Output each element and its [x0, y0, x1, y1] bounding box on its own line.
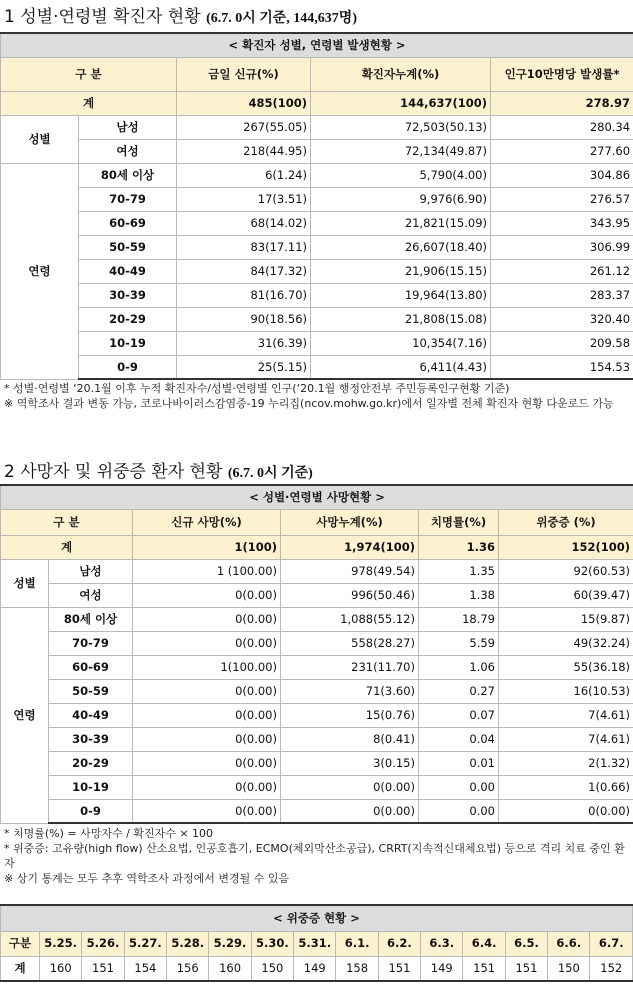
section2-notes: [4, 826, 629, 886]
note-fatality-definition: * 치명률(%) = 사망자수 / 확진자수 × 100: [4, 827, 214, 840]
cell-cumulative: 15(0.76): [281, 703, 419, 727]
cell-rate: 277.60: [491, 139, 633, 163]
cell-fatality: 0.04: [419, 727, 499, 751]
cell-new: 1(100): [133, 535, 281, 559]
cell-cumulative: 19,964(13.80): [311, 283, 491, 307]
row-label: 0-9: [49, 799, 133, 823]
table-row: [1, 355, 633, 379]
table-row: [1, 211, 633, 235]
cell-cumulative: 558(28.27): [281, 631, 419, 655]
table-row: [1, 331, 633, 355]
severe-trend-header-label: 구분: [1, 931, 40, 956]
cell-rate: 209.58: [491, 331, 633, 355]
table-row: [1, 259, 633, 283]
cell-severe: 152(100): [499, 535, 633, 559]
cell-rate: 306.99: [491, 235, 633, 259]
group-label-age: 연령: [1, 163, 79, 379]
row-label: 50-59: [49, 679, 133, 703]
row-label: 계: [1, 91, 177, 115]
cell-new: 0(0.00): [133, 727, 281, 751]
table-row: [1, 703, 633, 727]
cell-fatality: 1.06: [419, 655, 499, 679]
cell-cumulative: 10,354(7.16): [311, 331, 491, 355]
cell-fatality: 0.00: [419, 775, 499, 799]
cell-new: 0(0.00): [133, 751, 281, 775]
row-label: 30-39: [79, 283, 177, 307]
cell-fatality: 0.01: [419, 751, 499, 775]
cell-cumulative: 996(50.46): [281, 583, 419, 607]
cell-fatality: 0.07: [419, 703, 499, 727]
section1-notes: [4, 381, 629, 411]
table-row: [1, 307, 633, 331]
deaths-table-banner: < 성별·연령별 사망현황 >: [1, 485, 633, 509]
cell-new: 68(14.02): [177, 211, 311, 235]
cell-fatality: 1.38: [419, 583, 499, 607]
cell-cumulative: 1,974(100): [281, 535, 419, 559]
cell-new: 1 (100.00): [133, 559, 281, 583]
value-cell: 150: [548, 956, 590, 981]
cell-new: 83(17.11): [177, 235, 311, 259]
row-label: 남성: [49, 559, 133, 583]
cell-rate: 154.53: [491, 355, 633, 379]
date-cell: 5.28.: [167, 931, 209, 956]
cell-cumulative: 0(0.00): [281, 799, 419, 823]
section2-title: [4, 457, 313, 482]
severe-trend-banner: < 위중증 현황 >: [1, 905, 633, 931]
confirmed-header-category: 구 분: [1, 57, 177, 91]
table-row: [1, 235, 633, 259]
row-label: 80세 이상: [49, 607, 133, 631]
cell-cumulative: 5,790(4.00): [311, 163, 491, 187]
date-cell: 5.29.: [209, 931, 251, 956]
value-cell: 151: [505, 956, 547, 981]
table-row: [1, 163, 633, 187]
cell-rate: 304.86: [491, 163, 633, 187]
deaths-total-row: [1, 535, 633, 559]
cell-rate: 283.37: [491, 283, 633, 307]
note-download: ※ 역학조사 결과 변동 가능, 코로나바이러스감염증-19 누리집(ncov.mohw.go.kr)에서 일자별 전체 확진자 현황 다운로드 가능: [4, 397, 614, 410]
cell-cumulative: 3(0.15): [281, 751, 419, 775]
table-row: [1, 799, 633, 823]
value-cell: 149: [421, 956, 463, 981]
confirmed-table-banner: < 확진자 성별, 연령별 발생현황 >: [1, 33, 633, 57]
cell-cumulative: 72,503(50.13): [311, 115, 491, 139]
severe-trend-table: [0, 904, 633, 982]
confirmed-table: [0, 32, 633, 380]
date-cell: 6.1.: [336, 931, 378, 956]
cell-new: 485(100): [177, 91, 311, 115]
date-cell: 6.6.: [548, 931, 590, 956]
cell-new: 0(0.00): [133, 775, 281, 799]
cell-severe: 55(36.18): [499, 655, 633, 679]
cell-fatality: 18.79: [419, 607, 499, 631]
row-label: 10-19: [49, 775, 133, 799]
value-cell: 160: [209, 956, 251, 981]
note-rate-definition: * 성별·연령별 ‘20.1월 이후 누적 확진자수/성별·연령별 인구(‘20.1월 행정안전부 주민등록인구현황 기준): [4, 382, 510, 395]
row-label: 60-69: [79, 211, 177, 235]
cell-new: 0(0.00): [133, 799, 281, 823]
section1-title: [4, 2, 357, 27]
row-label: 20-29: [79, 307, 177, 331]
date-cell: 5.27.: [124, 931, 166, 956]
cell-fatality: 0.00: [419, 799, 499, 823]
cell-severe: 49(32.24): [499, 631, 633, 655]
row-label: 50-59: [79, 235, 177, 259]
cell-rate: 261.12: [491, 259, 633, 283]
value-cell: 156: [167, 956, 209, 981]
deaths-header-new: 신규 사망(%): [133, 509, 281, 535]
section1-title-main: 1 성별·연령별 확진자 현황: [4, 7, 201, 27]
value-cell: 154: [124, 956, 166, 981]
severe-trend-value-row: [1, 956, 633, 981]
cell-cumulative: 9,976(6.90): [311, 187, 491, 211]
value-cell: 150: [251, 956, 293, 981]
date-cell: 6.3.: [421, 931, 463, 956]
cell-cumulative: 144,637(100): [311, 91, 491, 115]
row-label: 40-49: [49, 703, 133, 727]
cell-rate: 278.97: [491, 91, 633, 115]
cell-cumulative: 978(49.54): [281, 559, 419, 583]
cell-new: 0(0.00): [133, 607, 281, 631]
date-cell: 5.26.: [82, 931, 124, 956]
cell-severe: 0(0.00): [499, 799, 633, 823]
value-cell: 158: [336, 956, 378, 981]
cell-new: 267(55.05): [177, 115, 311, 139]
table-row: [1, 727, 633, 751]
deaths-header-category: 구 분: [1, 509, 133, 535]
cell-severe: 16(10.53): [499, 679, 633, 703]
cell-cumulative: 6,411(4.43): [311, 355, 491, 379]
value-cell: 151: [378, 956, 420, 981]
cell-new: 0(0.00): [133, 583, 281, 607]
cell-cumulative: 26,607(18.40): [311, 235, 491, 259]
table-row: [1, 583, 633, 607]
date-cell: 6.2.: [378, 931, 420, 956]
cell-rate: 343.95: [491, 211, 633, 235]
value-cell: 151: [82, 956, 124, 981]
cell-severe: 15(9.87): [499, 607, 633, 631]
cell-fatality: 5.59: [419, 631, 499, 655]
row-label: 60-69: [49, 655, 133, 679]
date-cell: 5.31.: [294, 931, 336, 956]
cell-new: 81(16.70): [177, 283, 311, 307]
cell-new: 218(44.95): [177, 139, 311, 163]
cell-new: 17(3.51): [177, 187, 311, 211]
row-label: 20-29: [49, 751, 133, 775]
deaths-header-cumulative: 사망누계(%): [281, 509, 419, 535]
table-row: [1, 115, 633, 139]
note-subject-to-change: ※ 상기 통계는 모두 추후 역학조사 과정에서 변경될 수 있음: [4, 872, 290, 885]
cell-severe: 1(0.66): [499, 775, 633, 799]
row-label: 70-79: [79, 187, 177, 211]
cell-new: 1(100.00): [133, 655, 281, 679]
cell-cumulative: 1,088(55.12): [281, 607, 419, 631]
cell-cumulative: 21,808(15.08): [311, 307, 491, 331]
cell-rate: 276.57: [491, 187, 633, 211]
confirmed-total-row: [1, 91, 633, 115]
cell-severe: 7(4.61): [499, 703, 633, 727]
date-cell: 5.30.: [251, 931, 293, 956]
cell-rate: 320.40: [491, 307, 633, 331]
cell-new: 84(17.32): [177, 259, 311, 283]
cell-cumulative: 8(0.41): [281, 727, 419, 751]
row-label: 40-49: [79, 259, 177, 283]
table-row: [1, 631, 633, 655]
cell-fatality: 1.35: [419, 559, 499, 583]
value-cell: 149: [294, 956, 336, 981]
table-row: [1, 139, 633, 163]
cell-fatality: 1.36: [419, 535, 499, 559]
row-label: 남성: [79, 115, 177, 139]
cell-fatality: 0.27: [419, 679, 499, 703]
cell-cumulative: 71(3.60): [281, 679, 419, 703]
deaths-table: [0, 484, 633, 824]
table-row: [1, 679, 633, 703]
confirmed-header-new: 금일 신규(%): [177, 57, 311, 91]
cell-new: 90(18.56): [177, 307, 311, 331]
cell-new: 25(5.15): [177, 355, 311, 379]
cell-rate: 280.34: [491, 115, 633, 139]
severe-trend-header-row: [1, 931, 633, 956]
date-cell: 6.5.: [505, 931, 547, 956]
section2-title-main: 2 사망자 및 위중증 환자 현황: [4, 462, 223, 482]
row-label: 여성: [79, 139, 177, 163]
confirmed-header-cumulative: 확진자누계(%): [311, 57, 491, 91]
cell-severe: 60(39.47): [499, 583, 633, 607]
cell-cumulative: 72,134(49.87): [311, 139, 491, 163]
value-cell: 160: [40, 956, 82, 981]
value-cell: 152: [590, 956, 633, 981]
cell-cumulative: 231(11.70): [281, 655, 419, 679]
row-label: 계: [1, 535, 133, 559]
row-label: 계: [1, 956, 40, 981]
table-row: [1, 655, 633, 679]
table-row: [1, 775, 633, 799]
confirmed-header-rate: 인구10만명당 발생률*: [491, 57, 633, 91]
group-label-sex: 성별: [1, 559, 49, 607]
section1-title-note: (6.7. 0시 기준, 144,637명): [206, 11, 357, 26]
table-row: [1, 751, 633, 775]
table-row: [1, 607, 633, 631]
date-cell: 6.7.: [590, 931, 633, 956]
row-label: 10-19: [79, 331, 177, 355]
section2-title-note: (6.7. 0시 기준): [227, 466, 313, 481]
date-cell: 5.25.: [40, 931, 82, 956]
row-label: 80세 이상: [79, 163, 177, 187]
cell-cumulative: 21,906(15.15): [311, 259, 491, 283]
deaths-header-fatality: 치명률(%): [419, 509, 499, 535]
deaths-header-severe: 위중증 (%): [499, 509, 633, 535]
cell-new: 0(0.00): [133, 631, 281, 655]
table-row: [1, 187, 633, 211]
cell-severe: 7(4.61): [499, 727, 633, 751]
note-severe-definition: * 위중증: 고유량(high flow) 산소요법, 인공호흡기, ECMO(체외막산소공급), CRRT(지속적신대체요법) 등으로 격리 치료 중인 환자: [4, 842, 625, 870]
cell-new: 0(0.00): [133, 703, 281, 727]
cell-new: 6(1.24): [177, 163, 311, 187]
group-label-sex: 성별: [1, 115, 79, 163]
cell-cumulative: 0(0.00): [281, 775, 419, 799]
table-row: [1, 283, 633, 307]
row-label: 70-79: [49, 631, 133, 655]
cell-cumulative: 21,821(15.09): [311, 211, 491, 235]
value-cell: 151: [463, 956, 505, 981]
row-label: 0-9: [79, 355, 177, 379]
cell-new: 31(6.39): [177, 331, 311, 355]
table-row: [1, 559, 633, 583]
cell-severe: 2(1.32): [499, 751, 633, 775]
cell-severe: 92(60.53): [499, 559, 633, 583]
group-label-age: 연령: [1, 607, 49, 823]
cell-new: 0(0.00): [133, 679, 281, 703]
row-label: 30-39: [49, 727, 133, 751]
date-cell: 6.4.: [463, 931, 505, 956]
row-label: 여성: [49, 583, 133, 607]
